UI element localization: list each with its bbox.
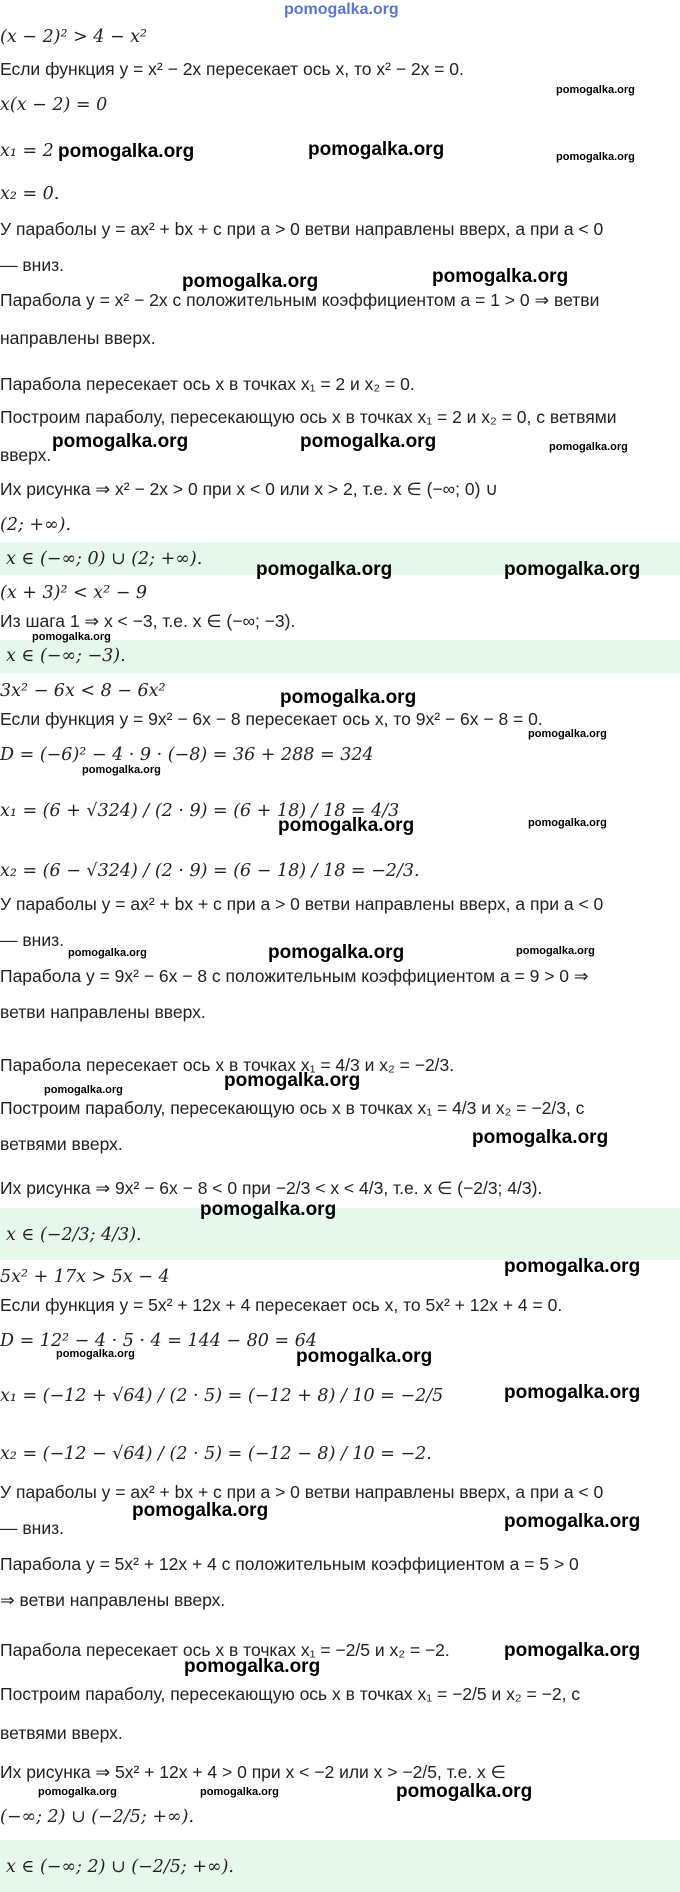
text-line: — вниз. [0, 1518, 64, 1538]
watermark: pomogalka.org [200, 1786, 279, 1798]
text-line: Парабола пересекает ось x в точках x₁ = −2/5 и x₂ = −2. [0, 1640, 450, 1660]
watermark: pomogalka.org [504, 1256, 641, 1277]
formula-line: x(x − 2) = 0 [0, 95, 108, 115]
watermark: pomogalka.org [44, 1084, 123, 1096]
watermark: pomogalka.org [556, 84, 635, 96]
watermark: pomogalka.org [200, 1199, 337, 1220]
answer-1: x ∈ (−∞; 0) ∪ (2; +∞). [6, 549, 203, 569]
watermark: pomogalka.org [278, 815, 415, 836]
formula-line: D = 12² − 4 · 5 · 4 = 144 − 80 = 64 [0, 1331, 317, 1351]
watermark: pomogalka.org [68, 947, 147, 959]
text-line: вверх. [0, 445, 52, 465]
formula-line: x₂ = (−12 − √64) / (2 · 5) = (−12 − 8) / 10 = −2. [0, 1444, 432, 1464]
text-line: Построим параболу, пересекающую ось x в точках x₁ = −2/5 и x₂ = −2, с [0, 1684, 581, 1704]
text-line: У параболы y = ax² + bx + c при a > 0 ветви направлены вверх, а при a < 0 [0, 1482, 604, 1502]
text-line: У параболы y = ax² + bx + c при a > 0 ветви направлены вверх, а при a < 0 [0, 894, 604, 914]
watermark: pomogalka.org [504, 1511, 641, 1532]
answer-4: x ∈ (−∞; 2) ∪ (−2/5; +∞). [6, 1857, 234, 1877]
text-line: Их рисунка ⇒ 9x² − 6x − 8 < 0 при −2/3 < x < 4/3, т.е. x ∈ (−2/3; 4/3). [0, 1178, 543, 1198]
text-line: Парабола y = 9x² − 6x − 8 с положительным коэффициентом a = 9 > 0 ⇒ [0, 966, 589, 986]
watermark: pomogalka.org [308, 139, 445, 160]
watermark: pomogalka.org [256, 559, 393, 580]
watermark: pomogalka.org [268, 942, 405, 963]
text-line: направлены вверх. [0, 328, 156, 348]
formula-line: x₁ = 2 [0, 141, 54, 161]
text-line: Их рисунка ⇒ x² − 2x > 0 при x < 0 или x > 2, т.е. x ∈ (−∞; 0) ∪ [0, 479, 499, 499]
text-line: — вниз. [0, 255, 64, 275]
watermark: pomogalka.org [184, 1656, 321, 1677]
answer-3: x ∈ (−2/3; 4/3). [6, 1225, 142, 1245]
watermark: pomogalka.org [56, 1348, 135, 1360]
watermark: pomogalka.org [38, 1786, 117, 1798]
watermark: pomogalka.org [52, 431, 189, 452]
text-line: ветвями вверх. [0, 1723, 123, 1743]
watermark: pomogalka.org [280, 687, 417, 708]
text-line: ⇒ ветви направлены вверх. [0, 1590, 226, 1610]
watermark: pomogalka.org [300, 431, 437, 452]
text-line: Из шага 1 ⇒ x < −3, т.е. x ∈ (−∞; −3). [0, 611, 296, 631]
watermark: pomogalka.org [396, 1781, 533, 1802]
watermark: pomogalka.org [528, 728, 607, 740]
text-line: У параболы y = ax² + bx + c при a > 0 ветви направлены вверх, а при a < 0 [0, 219, 604, 239]
formula-line: x₂ = (6 − √324) / (2 · 9) = (6 − 18) / 18 = −2/3. [0, 861, 420, 881]
text-line: Их рисунка ⇒ 5x² + 12x + 4 > 0 при x < −2 или x > −2/5, т.е. x ∈ [0, 1762, 506, 1782]
text-line: ветви направлены вверх. [0, 1002, 206, 1022]
formula-line: x₂ = 0. [0, 184, 60, 204]
text-line: — вниз. [0, 930, 64, 950]
text-line: Парабола пересекает ось x в точках x₁ = 4/3 и x₂ = −2/3. [0, 1055, 455, 1075]
formula-line: (2; +∞). [0, 515, 72, 535]
formula-line: x₁ = (6 + √324) / (2 · 9) = (6 + 18) / 18 = 4/3 [0, 801, 400, 821]
watermark: pomogalka.org [516, 945, 595, 957]
text-line: Если функция y = 9x² − 6x − 8 пересекает ось x, то 9x² − 6x − 8 = 0. [0, 709, 543, 729]
inequality-4: 5x² + 17x > 5x − 4 [0, 1267, 170, 1287]
watermark: pomogalka.org [556, 151, 635, 163]
text-line: Построим параболу, пересекающую ось x в точках x₁ = 2 и x₂ = 0, с ветвями [0, 407, 617, 427]
site-header: pomogalka.org [284, 1, 399, 18]
watermark: pomogalka.org [224, 1070, 361, 1091]
formula-line: (−∞; 2) ∪ (−2/5; +∞). [0, 1807, 195, 1827]
watermark: pomogalka.org [32, 631, 111, 643]
text-line: Парабола пересекает ось x в точках x₁ = 2 и x₂ = 0. [0, 374, 415, 394]
watermark: pomogalka.org [504, 559, 641, 580]
watermark: pomogalka.org [58, 141, 195, 162]
text-line: Построим параболу, пересекающую ось x в точках x₁ = 4/3 и x₂ = −2/3, с [0, 1098, 585, 1118]
watermark: pomogalka.org [549, 441, 628, 453]
watermark: pomogalka.org [82, 764, 161, 776]
watermark: pomogalka.org [296, 1346, 433, 1367]
formula-line: x₁ = (−12 + √64) / (2 · 5) = (−12 + 8) / 10 = −2/5 [0, 1386, 444, 1406]
inequality-2: (x + 3)² < x² − 9 [0, 583, 148, 603]
text-line: Парабола y = 5x² + 12x + 4 с положительным коэффициентом a = 5 > 0 [0, 1554, 579, 1574]
answer-2: x ∈ (−∞; −3). [6, 646, 126, 666]
text-line: Если функция y = 5x² + 12x + 4 пересекает ось x, то 5x² + 12x + 4 = 0. [0, 1295, 563, 1315]
watermark: pomogalka.org [182, 271, 319, 292]
watermark: pomogalka.org [528, 817, 607, 829]
inequality-1: (x − 2)² > 4 − x² [0, 27, 148, 47]
watermark: pomogalka.org [504, 1382, 641, 1403]
watermark: pomogalka.org [132, 1500, 269, 1521]
watermark: pomogalka.org [472, 1127, 609, 1148]
formula-line: D = (−6)² − 4 · 9 · (−8) = 36 + 288 = 324 [0, 745, 374, 765]
text-line: Если функция y = x² − 2x пересекает ось x, то x² − 2x = 0. [0, 59, 464, 79]
watermark: pomogalka.org [432, 266, 569, 287]
watermark: pomogalka.org [504, 1640, 641, 1661]
text-line: ветвями вверх. [0, 1134, 123, 1154]
inequality-3: 3x² − 6x < 8 − 6x² [0, 681, 166, 701]
text-line: Парабола y = x² − 2x с положительным коэффициентом a = 1 > 0 ⇒ ветви [0, 290, 600, 310]
